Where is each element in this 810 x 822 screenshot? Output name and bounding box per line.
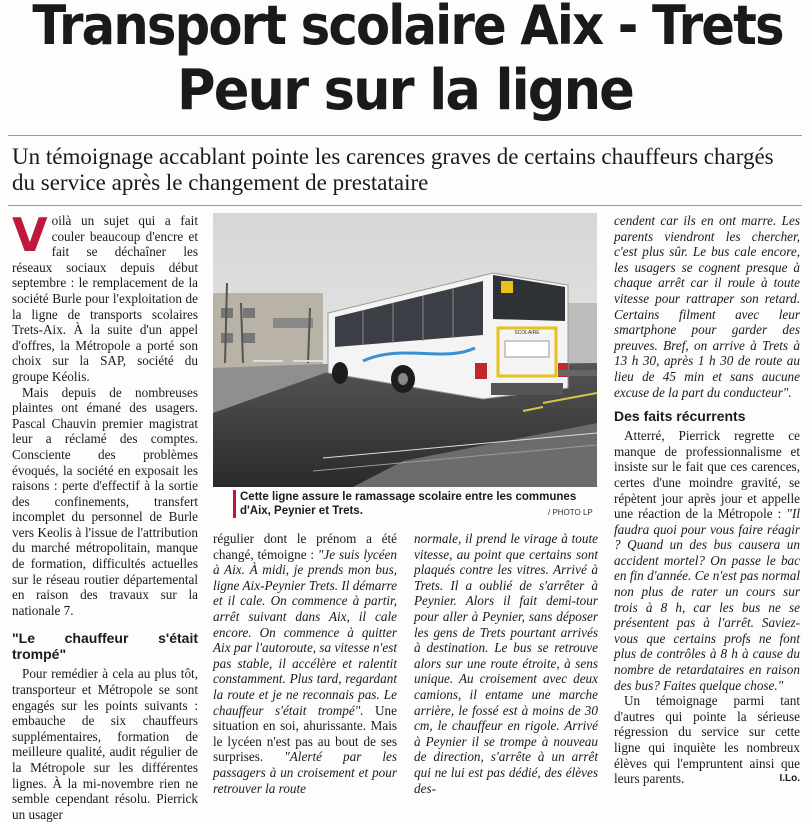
- paragraph: Mais depuis de nombreuses plaintes ont émané des usagers. Pascal Chauvin premier magistrat leur a réclamé des comptes. Consciente des problèmes évoqués, la société en exposait les raisons : perte d'effectif à la sortie des confinements, transfert incomplet du personnel de Burle vers Keolis à l'issue de l'attribution du marché métropolitain, manque de formation, difficultés actuelles sur le réseau routier départemental en raison des travaux sur la nationale 7.: [12, 384, 198, 618]
- photo-credit: / PHOTO LP: [548, 508, 593, 517]
- article-subtitle: Un témoignage accablant pointe les carences graves de certains chauffeurs chargés du service après le changement de prestataire: [12, 144, 774, 195]
- quote: "Il faudra quoi pour vous faire réagir ? Quand un des bus causera un accident mortel? On passe le bac en fin d'année. Ce n'est pas normal non plus de rater un cours sur trois à 8 h, car les bus ne se présentent pas à l'arrêt. Saviez-vous que certains profs ne font plus de contrôles à 8 h à cause du nombre de retardataires en raison des bus? Faites quelque chose.": [614, 506, 800, 693]
- paragraph: oilà un sujet qui a fait couler beaucoup d'encre et fait se déchaîner les réseaux sociaux depuis début septembre : le remplacement de la société Burle pour l'exploitation de la ligne de transports scolaires Trets-Aix. À la suite d'un appel d'offres, la Métropole a porté son choix sur la SAP, société du groupe Kéolis.: [12, 213, 198, 384]
- drop-cap: V: [12, 208, 48, 262]
- headline-line1: Transport scolaire Aix - Trets: [32, 0, 783, 57]
- quote: "Je suis lycéen à Aix. À midi, je prends mon bus, ligne Aix-Peynier Trets. Il démarre et il cale. On commence à partir, arrêt suivant dans Aix, il cale encore. On commence à quitter Aix par l'autoroute, sa vitesse n'est pas stable, il accélère et ralentit constamment. Plus tard, regardant la route et je ne reconnais pas. Le chauffeur s'était trompé".: [213, 546, 398, 718]
- bus-photo-illustration: [213, 213, 597, 487]
- paragraph-text: Un témoignage parmi tant d'autres qui pointe la sérieuse régression du service sur cette ligne qui inquiète les nombreux élèves qui l'empruntent ainsi que leurs parents.: [614, 693, 800, 787]
- paragraph-text: Atterré, Pierrick regrette ce manque de professionnalisme et insiste sur le fait que ces carences, certes d'une moindre gravité, se répètent jour après jour et appelle une réaction de la Métropole :: [614, 428, 800, 522]
- article-column-1: [12, 208, 198, 822]
- divider: [8, 205, 802, 206]
- paragraph-text: régulier dont le prénom a été changé, témoigne :: [213, 531, 397, 562]
- article-column-3: [414, 531, 598, 796]
- paragraph: Pour remédier à cela au plus tôt, transporteur et Métropole se sont engagés sur les points suivants : embauche de six chauffeurs supplémentaires, formation de meilleure qualité, audit régulier de la Métropole sur les différentes lignes. À la mi-novembre rien ne semble cependant résolu. Pierrick un usager: [12, 666, 198, 822]
- quote: normale, il prend le virage à toute vitesse, au point que certains sont plaqués contre les vitres. Arrivé à Trets. Il a oublié de s'arrêter à Peynier. Alors il fait demi-tour pour aller à Peynier, sans déposer les gens de Trets pourtant arrivés à destination. Le bus se retrouve alors sur une route étroite, à sens unique. Au croisement avec deux camions, il entame une marche arrière, le fossé est à moins de 30 cm, le chauffeur en rigole. Arrivé à Peynier il se trompe à nouveau de direction, s'arrête à un arrêt qui ne lui est pas dédié, des élèves des-: [414, 531, 598, 796]
- paragraph-text: Une situation en soi, ahurissante. Mais le lycéen n'est pas au bout de ses surprises.: [213, 702, 397, 765]
- divider: [8, 135, 802, 136]
- bus-photo: [213, 213, 597, 487]
- quote: "Alerté par les passagers à un croisement et pour retrouver la route: [213, 749, 397, 796]
- article-column-4: [614, 213, 800, 787]
- article-column-2: [213, 531, 398, 796]
- quote: cendent car ils en ont marre. Les parents viendront les chercher, c'est plus sûr. Le bus cale encore, les usagers se cognent presque à chaque arrêt car il roule à toute vitesse pour rattraper son retard. Certains filment avec leur smartphone pour garder des preuves. Bref, on arrive à Trets à 13 h 30, après 1 h 30 de route au lieu de 45 min et sans aucune excuse de la part du conducteur".: [614, 213, 800, 400]
- caption-accent-bar: [233, 490, 236, 518]
- bus-windshield-text: SCOLAIRE: [514, 330, 540, 336]
- photo-caption: Cette ligne assure le ramassage scolaire entre les communes d'Aix, Peynier et Trets.: [240, 491, 577, 517]
- headline-line2: Peur sur la ligne: [176, 58, 634, 123]
- author-signature: I.Lo.: [779, 773, 800, 785]
- subheading: Des faits récurrents: [614, 408, 746, 425]
- subheading: "Le chauffeur s'était trompé": [12, 630, 198, 663]
